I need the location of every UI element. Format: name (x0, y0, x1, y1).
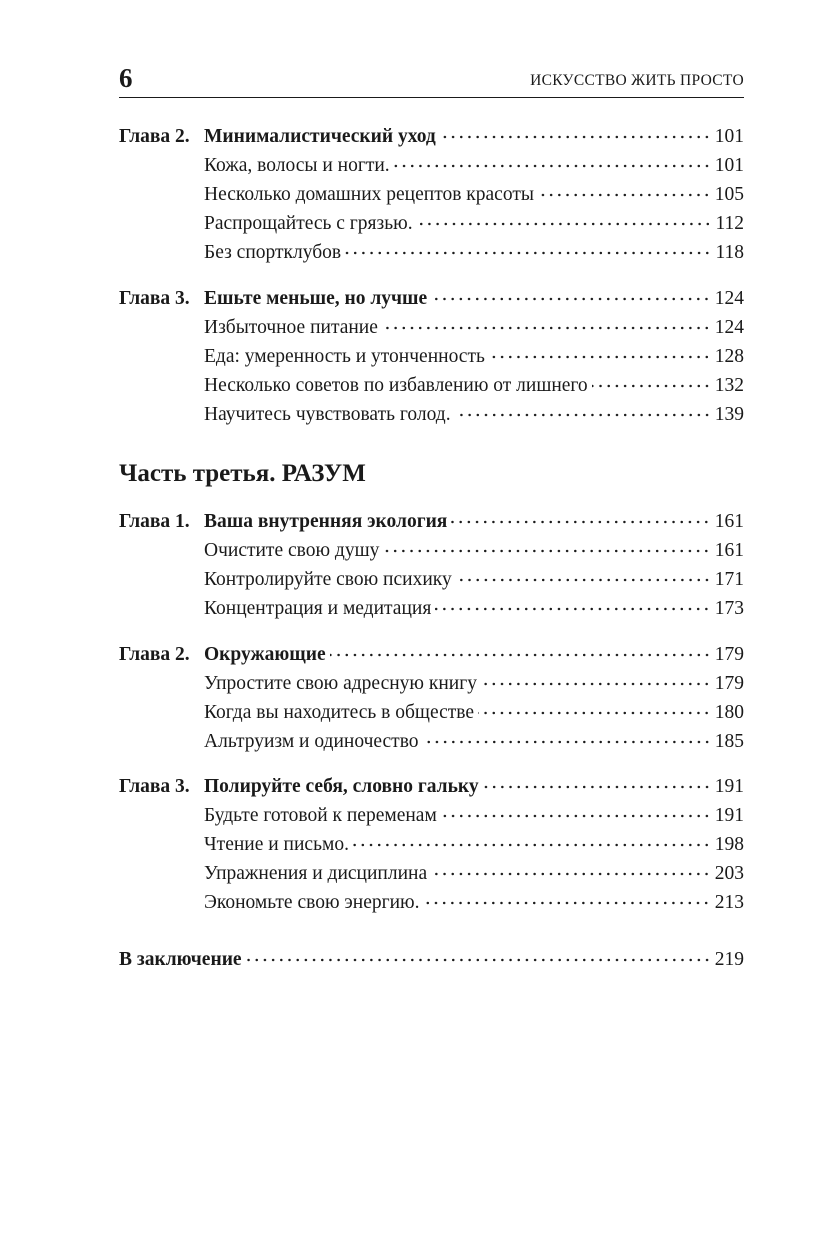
chapter-title: Ваша внутренняя экология (204, 511, 448, 532)
dot-leader (431, 294, 711, 304)
dot-leader (423, 737, 711, 747)
chapter-title: Окружающие (204, 644, 326, 665)
toc-section-entry[interactable] (204, 181, 744, 209)
toc-section-entry[interactable] (204, 831, 744, 859)
chapter-label: Глава 3. (119, 776, 190, 797)
toc-conclusion-entry[interactable] (119, 946, 744, 974)
section-title: Когда вы находитесь в обществе (204, 702, 475, 723)
dot-leader (382, 323, 711, 333)
page-ref: 128 (714, 346, 744, 367)
dot-leader (478, 708, 711, 718)
dot-leader (431, 869, 711, 879)
toc-section-entry[interactable] (204, 566, 744, 594)
page-ref: 124 (714, 288, 744, 309)
section-title: Кожа, волосы и ногти. (204, 155, 390, 176)
dot-leader (417, 219, 712, 229)
part-heading: Часть третья. РАЗУМ (119, 460, 366, 487)
page-ref: 179 (714, 673, 744, 694)
toc-section-entry[interactable] (204, 699, 744, 727)
section-title: Будьте готовой к переменам (204, 805, 437, 826)
page-ref: 191 (714, 805, 744, 826)
dot-leader (481, 679, 711, 689)
page-ref: 132 (714, 375, 744, 396)
toc-section-entry[interactable] (204, 343, 744, 371)
section-title: Избыточное питание (204, 317, 378, 338)
toc-section-entry[interactable] (204, 802, 744, 830)
page-ref: 173 (714, 598, 744, 619)
page-ref: 105 (714, 184, 744, 205)
section-title: Без спортклубов (204, 242, 342, 263)
chapter-label: Глава 2. (119, 644, 190, 665)
page-ref: 191 (714, 776, 744, 797)
dot-leader (345, 248, 711, 258)
page-ref: 139 (714, 404, 744, 425)
dot-leader (456, 575, 711, 585)
section-title: Упростите свою адресную книгу (204, 673, 477, 694)
chapter-label: Глава 3. (119, 288, 190, 309)
chapter-label: Глава 2. (119, 126, 190, 147)
dot-leader (423, 898, 710, 908)
page-ref: 171 (714, 569, 744, 590)
section-title: Альтруизм и одиночество (204, 731, 419, 752)
dot-leader (592, 381, 711, 391)
toc-section-entry[interactable] (204, 860, 744, 888)
toc-section-entry[interactable] (204, 595, 744, 623)
section-title: Несколько советов по избавлению от лишнего (204, 375, 588, 396)
dot-leader (440, 132, 711, 142)
toc-chapter-entry[interactable] (119, 641, 744, 669)
toc-section-entry[interactable] (204, 401, 744, 429)
page-ref: 198 (714, 834, 744, 855)
page-ref: 179 (714, 644, 744, 665)
page-ref: 101 (714, 126, 744, 147)
page-ref: 118 (715, 242, 744, 263)
page-ref: 185 (714, 731, 744, 752)
page-ref: 112 (715, 213, 744, 234)
page-ref: 161 (714, 511, 744, 532)
toc-chapter-entry[interactable] (119, 773, 744, 801)
toc-section-entry[interactable] (204, 670, 744, 698)
header-rule (119, 97, 744, 98)
dot-leader (246, 955, 711, 965)
toc-section-entry[interactable] (204, 537, 744, 565)
page-header (119, 62, 744, 98)
dot-leader (353, 840, 711, 850)
section-title: Распрощайтесь с грязью. (204, 213, 413, 234)
section-title: Упражнения и дисциплина (204, 863, 428, 884)
dot-leader (455, 410, 711, 420)
dot-leader (394, 161, 711, 171)
dot-leader (435, 604, 710, 614)
section-title: Еда: умеренность и утонченность (204, 346, 485, 367)
dot-leader (330, 650, 711, 660)
dot-leader (383, 546, 710, 556)
section-title: Контролируйте свою психику (204, 569, 452, 590)
dot-leader (538, 190, 711, 200)
chapter-label: Глава 1. (119, 511, 190, 532)
toc-section-entry[interactable] (204, 239, 744, 267)
page-number: 6 (119, 63, 133, 93)
page-ref: 219 (714, 949, 744, 970)
page-ref: 203 (714, 863, 744, 884)
running-title: ИСКУССТВО ЖИТЬ ПРОСТО (530, 72, 744, 89)
toc-section-entry[interactable] (204, 210, 744, 238)
page-ref: 161 (714, 540, 744, 561)
section-title: Научитесь чувствовать голод. (204, 404, 451, 425)
section-title: Экономьте свою энергию. (204, 892, 420, 913)
section-title: Очистите свою душу (204, 540, 380, 561)
dot-leader (483, 782, 711, 792)
toc-chapter-entry[interactable] (119, 508, 744, 536)
dot-leader (441, 811, 711, 821)
section-title: Чтение и письмо. (204, 834, 349, 855)
toc-section-entry[interactable] (204, 728, 744, 756)
page-ref: 101 (714, 155, 744, 176)
chapter-title: Полируйте себя, словно гальку (204, 776, 479, 797)
toc-section-entry[interactable] (204, 152, 744, 180)
toc-chapter-entry[interactable] (119, 285, 744, 313)
page-ref: 213 (714, 892, 744, 913)
dot-leader (451, 517, 710, 527)
section-title: Несколько домашних рецептов красоты (204, 184, 534, 205)
page-ref: 180 (714, 702, 744, 723)
conclusion-title: В заключение (119, 949, 242, 970)
chapter-title: Минималистический уход (204, 126, 436, 147)
dot-leader (489, 352, 711, 362)
page-ref: 124 (714, 317, 744, 338)
chapter-title: Ешьте меньше, но лучше (204, 288, 428, 309)
section-title: Концентрация и медитация (204, 598, 432, 619)
toc-section-entry[interactable] (204, 314, 744, 342)
toc-section-entry[interactable] (204, 372, 744, 400)
toc-chapter-entry[interactable] (119, 123, 744, 151)
toc-section-entry[interactable] (204, 889, 744, 917)
